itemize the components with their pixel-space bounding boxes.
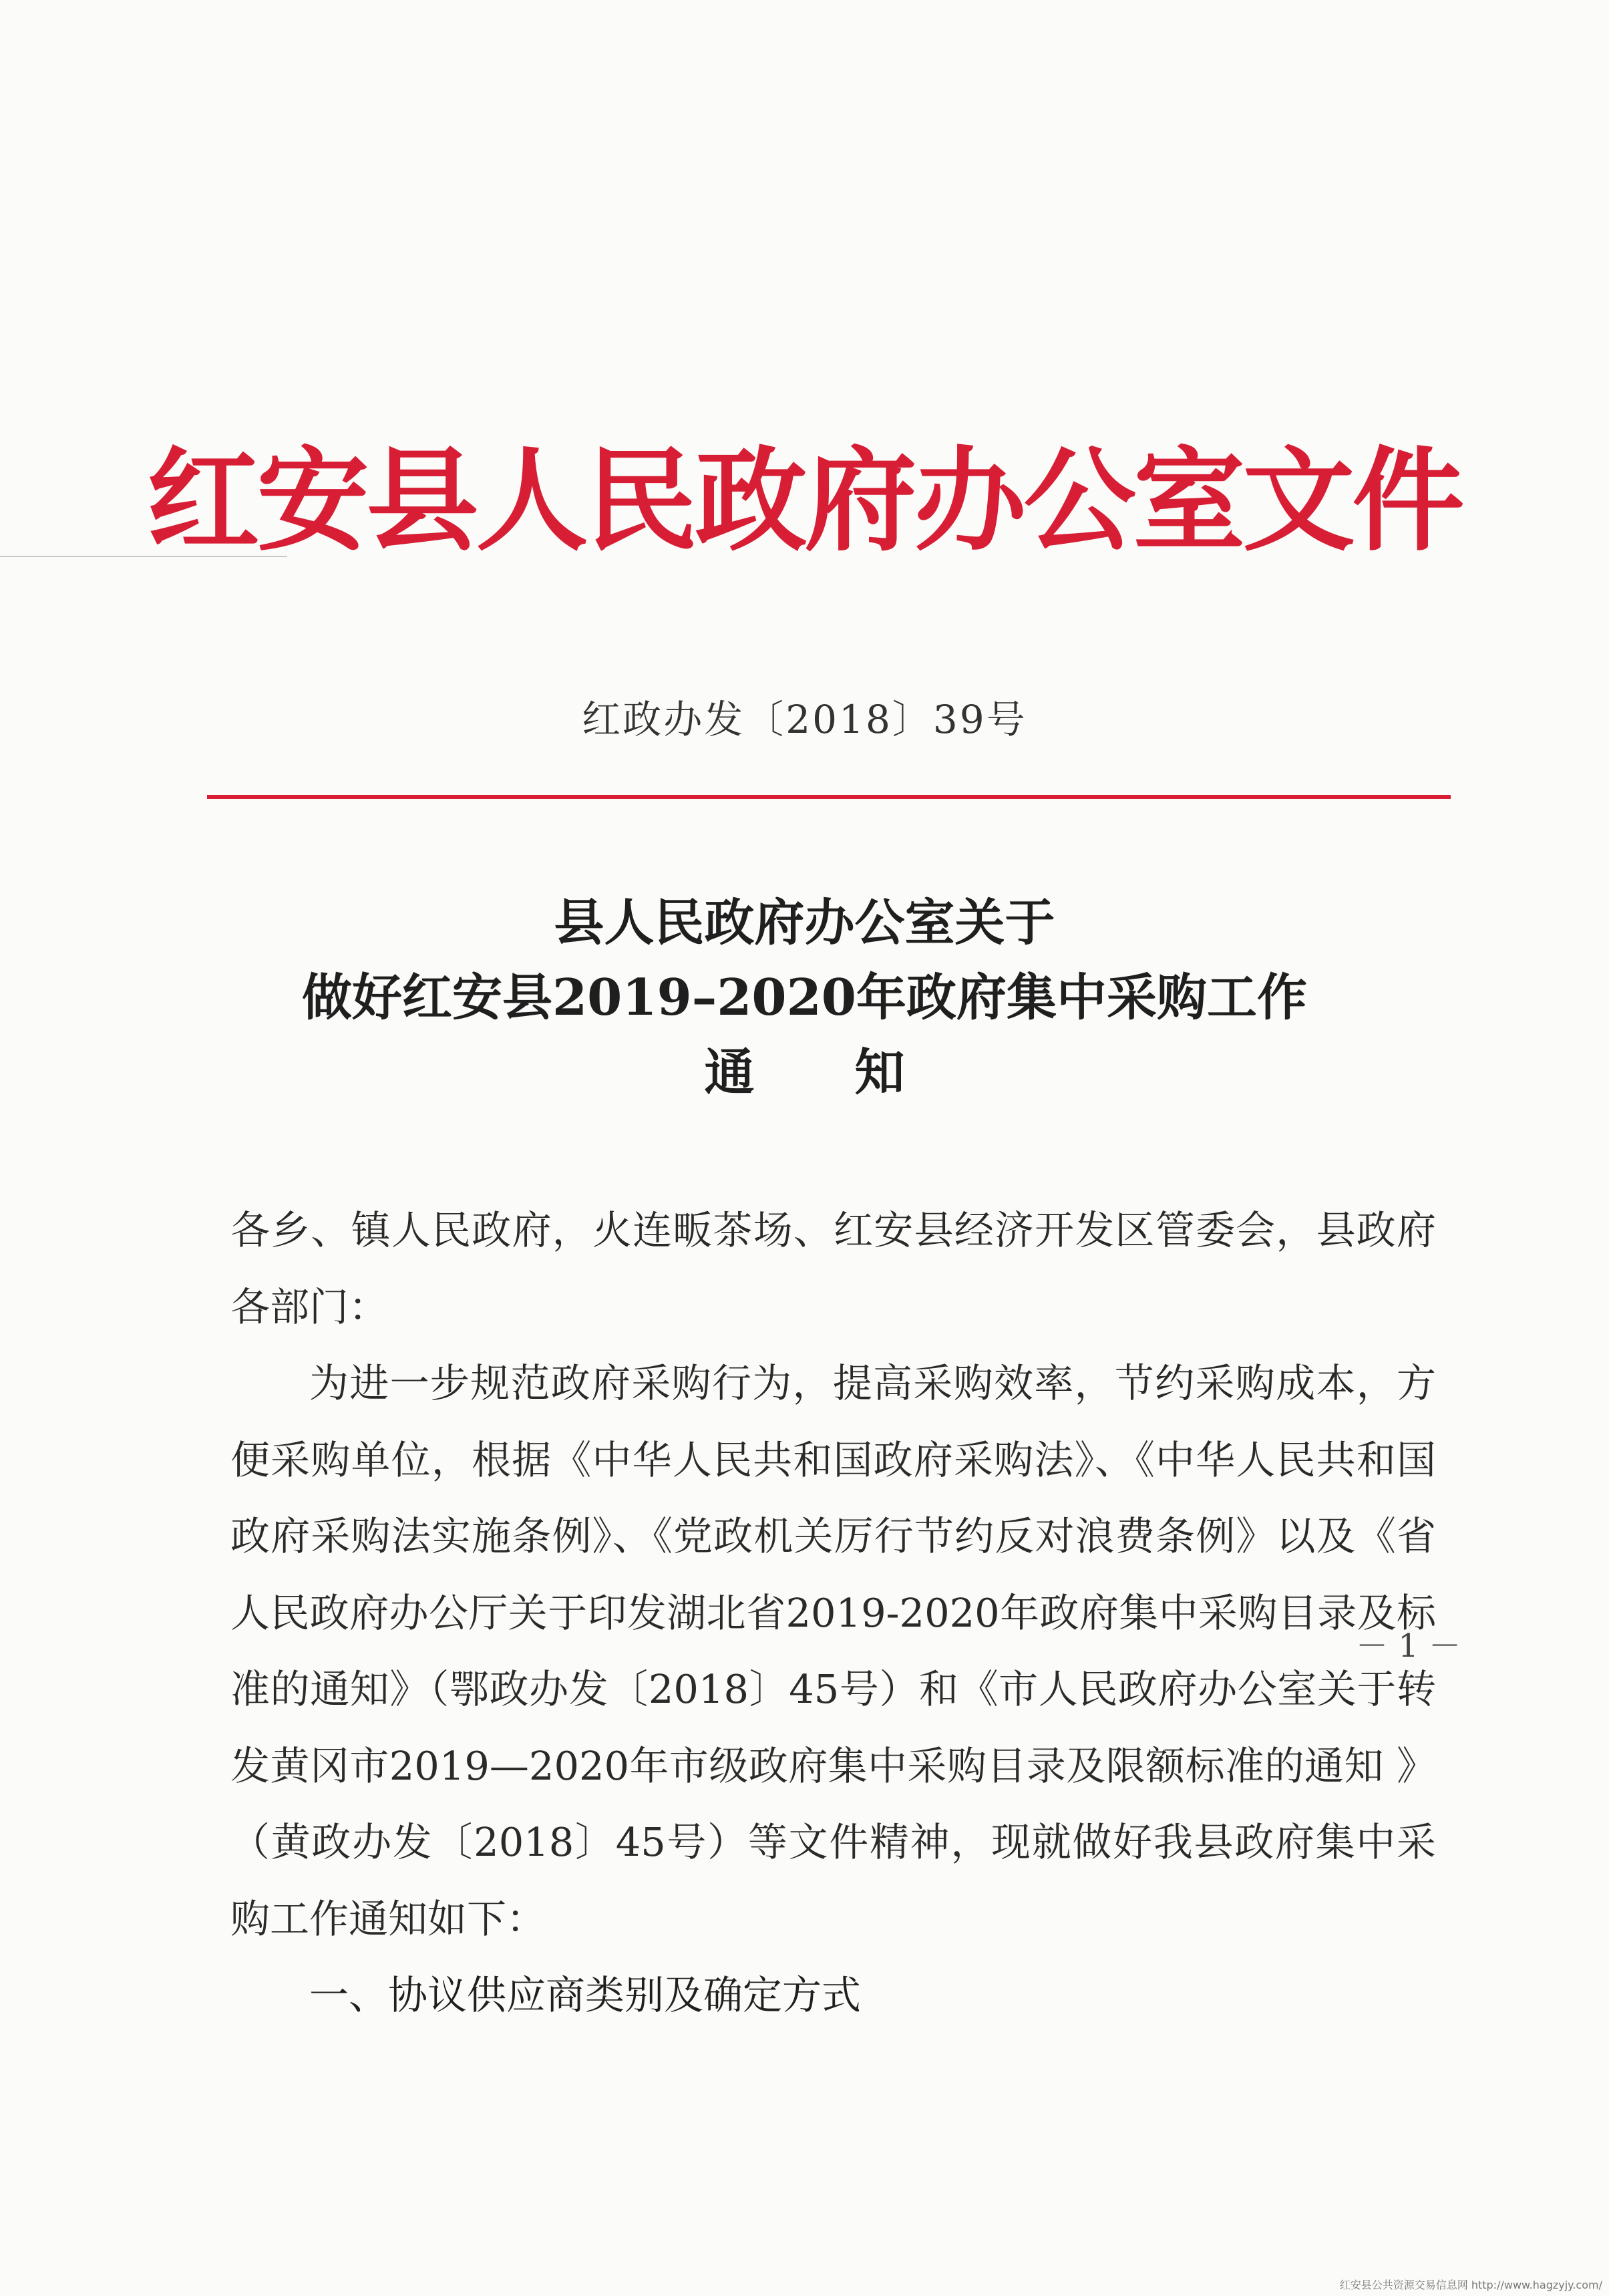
document-number: 红政办发〔2018〕39号 (582, 697, 1027, 742)
addressee: 各乡、镇人民政府，火连畈茶场、红安县经济开发区管委会，县政府各部门： (230, 1207, 1436, 1330)
body-paragraph: 为进一步规范政府采购行为，提高采购效率，节约采购成本，方便采购单位，根据《中华人民共和国政府采购法》、《中华人民共和国政府采购法实施条例》、《党政机关厉行节约反对浪费条例》以及《省人民政府办公厅关于印发湖北省2019-2020年政府集中采购目录及标准的通知》（鄂政办发〔2018〕45号）和《市人民政府办公室关于转发黄冈市2019—2020年市级政府集中采购目录及限额标准的通知 》（黄政办发〔2018〕45号）等文件精神，现就做好我县政府集中采购工作通知如下： (230, 1360, 1436, 1942)
document-header-title: 红安县人民政府办公室文件 (147, 436, 1462, 566)
notice-title (0, 885, 1609, 1110)
document-body (230, 1192, 1436, 2034)
red-divider (207, 795, 1451, 799)
notice-title-line2: 做好红安县2019–2020年政府集中采购工作 (302, 968, 1307, 1027)
section-heading: 一、协议供应商类别及确定方式 (309, 1972, 862, 2018)
footer-watermark: 红安县公共资源交易信息网 http://www.hagzyjy.com/ (1339, 2279, 1602, 2291)
notice-title-line1: 县人民政府办公室关于 (554, 893, 1055, 952)
notice-title-line3: 通知 (704, 1043, 1005, 1102)
page-number: － 1 － (1356, 1627, 1461, 1665)
